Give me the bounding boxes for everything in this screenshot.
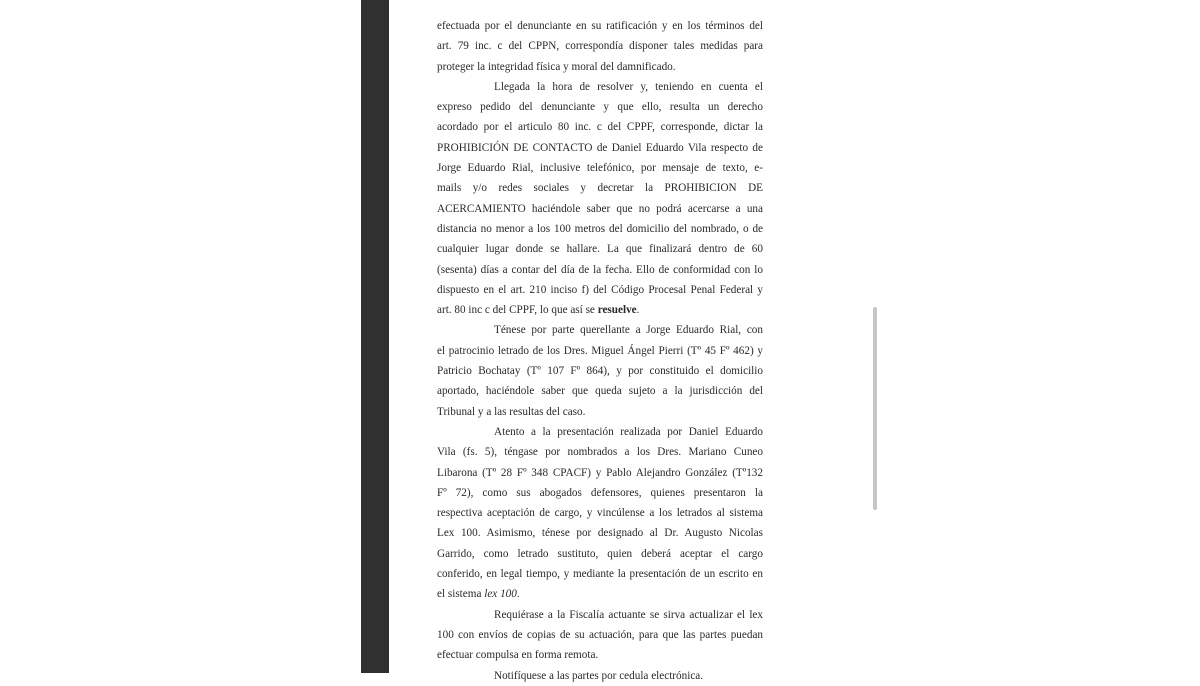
line-text: art. 79 inc. c del CPPN, correspondía disponer tales medidas para <box>437 40 763 53</box>
line-tail-text: . <box>636 304 640 317</box>
line-text: Patricio Bochatay (Tº 107 Fº 864), y por constituido el domicilio <box>437 365 763 378</box>
document-line <box>437 483 763 503</box>
document-line <box>437 361 763 381</box>
scrollbar-thumb[interactable] <box>873 307 877 510</box>
document-line <box>437 544 763 564</box>
viewer-left-margin <box>361 0 389 673</box>
line-text: aportado, haciéndole saber que queda sujeto a la jurisdicción del <box>437 385 763 398</box>
document-line <box>437 219 763 239</box>
line-text: efectuar compulsa en forma remota. <box>437 649 599 662</box>
document-line <box>437 158 763 178</box>
document-line <box>437 97 763 117</box>
document-line <box>437 442 763 462</box>
document-line <box>437 402 763 422</box>
line-text: Tribunal y a las resultas del caso. <box>437 405 586 418</box>
line-text: efectuada por el denunciante en su ratificación y en los términos del <box>437 20 763 32</box>
line-text: Ténese por parte querellante a Jorge Eduardo Rial, con <box>494 324 763 337</box>
document-line <box>437 584 763 604</box>
line-text: art. 80 inc c del CPPF, lo que así se <box>437 304 598 317</box>
document-line <box>437 300 763 320</box>
document-line <box>437 77 763 97</box>
line-text: Fº 72), como sus abogados defensores, quienes presentaron la <box>437 486 763 499</box>
line-text: cualquier lugar donde se hallare. La que finalizará dentro de 60 <box>437 243 763 256</box>
line-text: mails y/o redes sociales y decretar la PROHIBICION DE <box>437 182 763 195</box>
document-line <box>437 523 763 543</box>
line-text: Requiérase a la Fiscalía actuante se sirva actualizar el lex <box>494 608 763 621</box>
document-line <box>437 422 763 442</box>
document-line <box>437 341 763 361</box>
document-line <box>437 564 763 584</box>
line-text: el sistema <box>437 588 485 601</box>
line-text: dispuesto en el art. 210 inciso f) del Código Procesal Penal Federal y <box>437 283 763 296</box>
document-line <box>437 381 763 401</box>
line-tail-text: . <box>516 588 520 601</box>
document-line <box>437 320 763 340</box>
line-text: ACERCAMIENTO haciéndole saber que no podrá acercarse a una <box>437 202 763 215</box>
document-line <box>437 36 763 56</box>
document-line <box>437 117 763 137</box>
line-text: PROHIBICIÓN DE CONTACTO de Daniel Eduardo Vila respecto de <box>437 141 763 154</box>
line-text: Atento a la presentación realizada por Daniel Eduardo <box>494 425 763 438</box>
document-line <box>437 16 763 36</box>
document-body <box>437 16 763 686</box>
document-line <box>437 503 763 523</box>
document-line <box>437 666 763 686</box>
document-page <box>389 0 819 682</box>
document-line <box>437 57 763 77</box>
line-text: distancia no menor a los 100 metros del domicilio del nombrado, o de <box>437 222 763 235</box>
line-text: acordado por el articulo 80 inc. c del CPPF, corresponde, dictar la <box>437 121 763 134</box>
line-bold-text: resuelve <box>597 304 637 317</box>
line-text: expreso pedido del denunciante y que ello, resulta un derecho <box>437 101 763 114</box>
line-text: Notifíquese a las partes por cedula electrónica. <box>494 669 704 682</box>
line-text: Llegada la hora de resolver y, teniendo en cuenta el <box>494 80 763 93</box>
line-text: Garrido, como letrado sustituto, quien deberá aceptar el cargo <box>437 547 763 560</box>
line-text: Vila (fs. 5), téngase por nombrados a los Dres. Mariano Cuneo <box>437 446 763 459</box>
line-text: (sesenta) días a contar del día de la fecha. Ello de conformidad con lo <box>437 263 763 276</box>
line-italic-text: lex 100 <box>484 588 517 601</box>
document-line <box>437 463 763 483</box>
line-text: Jorge Eduardo Rial, inclusive telefónico, por mensaje de texto, e- <box>437 162 763 175</box>
document-line <box>437 625 763 645</box>
document-line <box>437 178 763 198</box>
line-text: respectiva aceptación de cargo, y vincúlense a los letrados al sistema <box>437 507 763 520</box>
document-line <box>437 605 763 625</box>
document-line <box>437 138 763 158</box>
line-text: Lex 100. Asimismo, ténese por designado al Dr. Augusto Nicolas <box>437 527 763 540</box>
line-text: el patrocinio letrado de los Dres. Miguel Ángel Pierri (Tº 45 Fº 462) y <box>437 344 763 357</box>
line-text: Libarona (Tº 28 Fº 348 CPACF) y Pablo Alejandro González (Tº132 <box>437 466 763 479</box>
document-line <box>437 199 763 219</box>
document-line <box>437 280 763 300</box>
document-line <box>437 260 763 280</box>
document-line <box>437 239 763 259</box>
document-line <box>437 645 763 665</box>
line-text: proteger la integridad física y moral del damnificado. <box>437 60 676 73</box>
line-text: 100 con envíos de copias de su actuación, para que las partes puedan <box>437 628 763 641</box>
line-text: conferido, en legal tiempo, y mediante la presentación de un escrito en <box>437 568 763 581</box>
